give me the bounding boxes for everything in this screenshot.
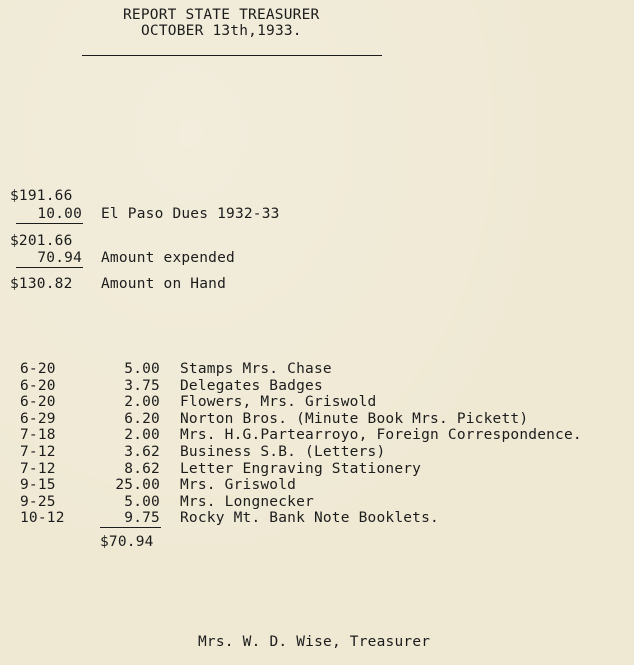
on-hand-label: Amount on Hand: [101, 276, 227, 292]
expense-amount: 8.62: [124, 461, 160, 477]
expense-amount: 2.00: [124, 427, 160, 443]
balance-start: $191.66: [10, 188, 73, 204]
expense-date: 7-18: [20, 427, 56, 443]
expended-underline: [16, 267, 83, 268]
expense-date: 6-29: [20, 411, 56, 427]
expense-description: Flowers, Mrs. Griswold: [180, 394, 377, 410]
expense-date: 7-12: [20, 461, 56, 477]
expense-description: Mrs. Griswold: [180, 477, 297, 493]
expended-amount: 70.94: [37, 250, 82, 266]
total-underline: [100, 527, 161, 528]
expense-date: 9-15: [20, 477, 56, 493]
dues-label: El Paso Dues 1932-33: [101, 206, 280, 222]
expense-description: Delegates Badges: [180, 378, 323, 394]
report-title: REPORT STATE TREASURER: [123, 7, 320, 23]
expenses-total: $70.94: [100, 534, 154, 550]
expense-description: Rocky Mt. Bank Note Booklets.: [180, 510, 439, 526]
treasurer-signature: Mrs. W. D. Wise, Treasurer: [198, 634, 431, 650]
expense-description: Mrs. H.G.Partearroyo, Foreign Correspondence.: [180, 427, 582, 443]
expense-description: Stamps Mrs. Chase: [180, 361, 332, 377]
expense-date: 7-12: [20, 444, 56, 460]
expense-description: Norton Bros. (Minute Book Mrs. Pickett): [180, 411, 529, 427]
expense-date: 9-25: [20, 494, 56, 510]
expense-date: 10-12: [20, 510, 65, 526]
expense-description: Business S.B. (Letters): [180, 444, 386, 460]
expense-amount: 3.75: [124, 378, 160, 394]
expense-date: 6-20: [20, 394, 56, 410]
expense-amount: 5.00: [124, 361, 160, 377]
on-hand-amount: $130.82: [10, 276, 73, 292]
expense-date: 6-20: [20, 378, 56, 394]
expense-date: 6-20: [20, 361, 56, 377]
expense-amount: 5.00: [124, 494, 160, 510]
expense-amount: 6.20: [124, 411, 160, 427]
expense-description: Mrs. Longnecker: [180, 494, 314, 510]
expense-amount: 3.62: [124, 444, 160, 460]
expense-amount: 2.00: [124, 394, 160, 410]
expense-amount: 9.75: [124, 510, 160, 526]
expended-label: Amount expended: [101, 250, 235, 266]
expense-amount: 25.00: [115, 477, 160, 493]
dues-underline: [16, 223, 83, 224]
subtotal: $201.66: [10, 233, 73, 249]
dues-amount: 10.00: [37, 206, 82, 222]
title-underline: [82, 55, 382, 56]
report-date: OCTOBER 13th,1933.: [141, 23, 302, 39]
expense-description: Letter Engraving Stationery: [180, 461, 422, 477]
